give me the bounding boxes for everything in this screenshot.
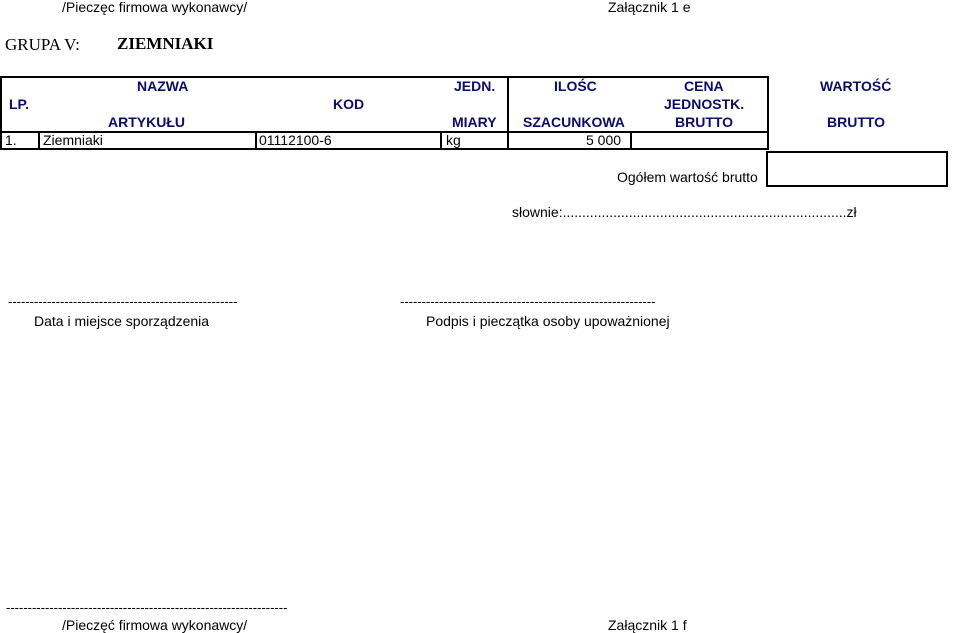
signature-line: ----------------------------------------------------------- xyxy=(400,295,656,308)
col-qty-header-bottom: SZACUNKOWA xyxy=(523,114,625,130)
col-price-header-top: CENA xyxy=(684,78,724,94)
group-name: ZIEMNIAKI xyxy=(117,34,214,53)
col-price-header-bottom: BRUTTO xyxy=(675,114,734,130)
stamp-label: /Pieczęc firmowa wykonawcy/ xyxy=(62,0,248,15)
row-code: 01112100-6 xyxy=(259,132,332,148)
total-label: Ogółem wartość brutto xyxy=(617,169,758,185)
row-unit: kg xyxy=(446,132,461,148)
date-place-label: Data i miejsce sporządzenia xyxy=(34,313,210,329)
footer-attachment-label: Załącznik 1 f xyxy=(608,617,687,633)
col-value-header-top: WARTOŚĆ xyxy=(820,78,892,94)
date-signature-line: ----------------------------------------------------- xyxy=(8,295,238,308)
col-code-header: KOD xyxy=(333,96,365,112)
row-name: Ziemniaki xyxy=(43,132,103,148)
group-label: GRUPA V: xyxy=(5,35,80,54)
row-qty: 5 000 xyxy=(586,132,622,148)
attachment-label: Załącznik 1 e xyxy=(608,0,691,15)
amount-in-words: słownie:.........................................................................zł xyxy=(512,205,857,219)
col-name-header-bottom: ARTYKUŁU xyxy=(108,114,185,130)
col-lp-header: LP. xyxy=(9,96,29,112)
footer-dash-line: ----------------------------------------------------------------- xyxy=(6,601,288,614)
col-unit-header-bottom: MIARY xyxy=(452,114,497,130)
signature-label: Podpis i pieczątka osoby upoważnionej xyxy=(426,313,670,329)
col-qty-header-top: ILOŚC xyxy=(554,78,597,94)
col-value-header-bottom: BRUTTO xyxy=(827,114,886,130)
footer-stamp-label: /Pieczęć firmowa wykonawcy/ xyxy=(62,617,248,633)
row-lp: 1. xyxy=(5,132,17,148)
col-unit-header-top: JEDN. xyxy=(454,78,496,94)
col-price-header-mid: JEDNOSTK. xyxy=(664,96,745,112)
total-value-box[interactable] xyxy=(766,151,948,187)
col-name-header-top: NAZWA xyxy=(137,78,189,94)
